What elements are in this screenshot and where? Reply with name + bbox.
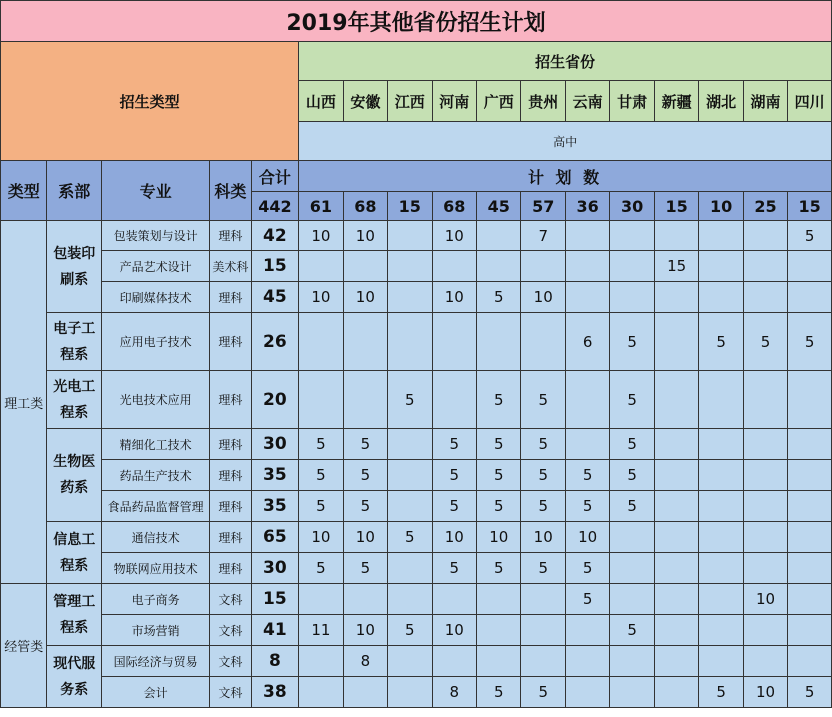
province-header: 河南 — [432, 81, 476, 122]
plan-value-cell — [654, 522, 698, 553]
plan-value-cell: 5 — [477, 460, 521, 491]
plan-value-cell — [610, 553, 654, 584]
plan-value-cell — [743, 460, 787, 491]
plan-value-cell: 10 — [477, 522, 521, 553]
plan-value-cell — [743, 553, 787, 584]
province-total: 68 — [432, 192, 476, 221]
plan-value-cell — [654, 221, 698, 251]
province-total: 15 — [654, 192, 698, 221]
plan-value-cell: 10 — [432, 282, 476, 313]
subject-cell: 理科 — [210, 553, 251, 584]
plan-value-cell — [699, 371, 743, 429]
plan-value-cell: 5 — [343, 491, 387, 522]
plan-value-cell: 5 — [388, 371, 432, 429]
dept-name: 包装印刷系 — [53, 245, 96, 288]
plan-value-cell: 5 — [565, 553, 609, 584]
dept-cell — [47, 584, 102, 646]
plan-value-cell — [788, 553, 832, 584]
subject-cell: 理科 — [210, 522, 251, 553]
province-header: 贵州 — [521, 81, 565, 122]
plan-value-cell — [299, 646, 343, 677]
plan-value-cell: 7 — [521, 221, 565, 251]
grand-total: 442 — [251, 192, 299, 221]
plan-value-cell — [432, 371, 476, 429]
plan-value-cell: 5 — [610, 313, 654, 371]
plan-value-cell — [432, 646, 476, 677]
plan-value-cell — [521, 251, 565, 282]
plan-value-cell: 5 — [388, 522, 432, 553]
plan-value-cell: 5 — [299, 460, 343, 491]
table-row — [1, 584, 832, 615]
plan-value-cell — [388, 313, 432, 371]
plan-value-cell: 5 — [788, 313, 832, 371]
plan-value-cell — [299, 584, 343, 615]
major-cell: 精细化工技术 — [102, 429, 210, 460]
table-row — [1, 553, 832, 584]
plan-value-cell — [743, 371, 787, 429]
plan-value-cell — [343, 251, 387, 282]
plan-value-cell — [743, 282, 787, 313]
plan-value-cell: 5 — [477, 429, 521, 460]
subject-cell: 美术科 — [210, 251, 251, 282]
plan-value-cell — [654, 460, 698, 491]
plan-value-cell — [743, 429, 787, 460]
total-cell: 45 — [251, 282, 299, 313]
plan-value-cell — [388, 646, 432, 677]
plan-value-cell — [477, 584, 521, 615]
total-cell: 30 — [251, 553, 299, 584]
total-cell: 35 — [251, 491, 299, 522]
province-header: 江西 — [388, 81, 432, 122]
plan-value-cell — [565, 615, 609, 646]
total-cell: 42 — [251, 221, 299, 251]
plan-value-cell: 10 — [299, 282, 343, 313]
plan-value-cell — [343, 313, 387, 371]
plan-value-cell — [788, 491, 832, 522]
plan-value-cell — [743, 522, 787, 553]
plan-value-cell: 5 — [521, 371, 565, 429]
table-row — [1, 460, 832, 491]
plan-value-cell: 5 — [521, 677, 565, 708]
plan-value-cell — [477, 646, 521, 677]
province-header: 云南 — [565, 81, 609, 122]
plan-value-cell: 8 — [432, 677, 476, 708]
plan-value-cell — [432, 251, 476, 282]
plan-value-cell — [699, 460, 743, 491]
plan-value-cell — [299, 677, 343, 708]
col-major-header: 专业 — [102, 161, 210, 221]
plan-value-cell — [788, 584, 832, 615]
total-cell: 30 — [251, 429, 299, 460]
plan-value-cell — [699, 584, 743, 615]
plan-value-cell: 5 — [788, 677, 832, 708]
plan-value-cell — [654, 371, 698, 429]
subject-cell: 理科 — [210, 491, 251, 522]
plan-value-cell: 5 — [343, 460, 387, 491]
table-row — [1, 677, 832, 708]
plan-value-cell: 10 — [299, 221, 343, 251]
major-cell: 印刷媒体技术 — [102, 282, 210, 313]
plan-value-cell — [699, 429, 743, 460]
province-total: 45 — [477, 192, 521, 221]
subject-cell: 文科 — [210, 615, 251, 646]
table-row — [1, 646, 832, 677]
subject-cell: 理科 — [210, 282, 251, 313]
plan-value-cell — [388, 221, 432, 251]
total-cell: 8 — [251, 646, 299, 677]
plan-value-cell: 5 — [743, 313, 787, 371]
plan-value-cell: 5 — [343, 553, 387, 584]
plan-value-cell — [699, 615, 743, 646]
plan-value-cell — [743, 251, 787, 282]
plan-value-cell: 5 — [299, 491, 343, 522]
plan-value-cell — [743, 646, 787, 677]
province-total: 15 — [388, 192, 432, 221]
plan-value-cell: 5 — [477, 553, 521, 584]
plan-value-cell: 10 — [521, 282, 565, 313]
plan-value-cell — [299, 313, 343, 371]
plan-value-cell — [477, 313, 521, 371]
plan-value-cell — [610, 646, 654, 677]
major-cell: 市场营销 — [102, 615, 210, 646]
dept-cell — [47, 221, 102, 313]
plan-value-cell — [343, 371, 387, 429]
major-cell: 食品药品监督管理 — [102, 491, 210, 522]
plan-value-cell — [610, 282, 654, 313]
total-cell: 65 — [251, 522, 299, 553]
subject-cell: 文科 — [210, 584, 251, 615]
plan-value-cell: 5 — [343, 429, 387, 460]
province-total: 10 — [699, 192, 743, 221]
major-cell: 电子商务 — [102, 584, 210, 615]
plan-value-cell — [699, 491, 743, 522]
plan-value-cell: 5 — [432, 553, 476, 584]
dept-name: 管理工程系 — [53, 593, 96, 636]
dept-cell — [47, 371, 102, 429]
major-cell: 光电技术应用 — [102, 371, 210, 429]
plan-value-cell — [699, 221, 743, 251]
table-row — [1, 282, 832, 313]
plan-value-cell — [699, 522, 743, 553]
major-cell: 物联网应用技术 — [102, 553, 210, 584]
plan-value-cell: 5 — [388, 615, 432, 646]
table-row — [1, 522, 832, 553]
table-row — [1, 429, 832, 460]
plan-value-cell: 5 — [610, 615, 654, 646]
plan-value-cell — [388, 584, 432, 615]
plan-value-cell — [654, 646, 698, 677]
province-header: 甘肃 — [610, 81, 654, 122]
subject-cell: 文科 — [210, 646, 251, 677]
plan-value-cell: 10 — [565, 522, 609, 553]
province-total: 15 — [788, 192, 832, 221]
plan-value-cell — [699, 251, 743, 282]
plan-value-cell — [743, 491, 787, 522]
type-cell: 理工类 — [1, 221, 47, 584]
level-label: 高中 — [299, 122, 832, 161]
plan-value-cell: 8 — [343, 646, 387, 677]
plan-value-cell — [388, 677, 432, 708]
total-cell: 38 — [251, 677, 299, 708]
plan-value-cell: 10 — [432, 615, 476, 646]
plan-value-cell — [521, 646, 565, 677]
major-cell: 国际经济与贸易 — [102, 646, 210, 677]
total-cell: 26 — [251, 313, 299, 371]
table-row — [1, 313, 832, 371]
plan-value-cell — [388, 251, 432, 282]
province-header: 广西 — [477, 81, 521, 122]
plan-value-cell: 5 — [565, 460, 609, 491]
plan-value-cell: 5 — [432, 491, 476, 522]
plan-value-cell — [788, 282, 832, 313]
plan-value-cell — [654, 491, 698, 522]
major-cell: 产品艺术设计 — [102, 251, 210, 282]
province-total: 68 — [343, 192, 387, 221]
table-row — [1, 221, 832, 251]
plan-value-cell — [343, 584, 387, 615]
plan-value-cell: 6 — [565, 313, 609, 371]
province-total: 61 — [299, 192, 343, 221]
table-row — [1, 371, 832, 429]
plan-value-cell: 10 — [343, 522, 387, 553]
total-cell: 15 — [251, 584, 299, 615]
col-total-header: 合计 — [251, 161, 299, 192]
plan-value-cell — [477, 615, 521, 646]
plan-value-cell — [699, 282, 743, 313]
plan-value-cell — [743, 615, 787, 646]
plan-value-cell: 15 — [654, 251, 698, 282]
col-subject-header: 科类 — [210, 161, 251, 221]
subject-cell: 理科 — [210, 460, 251, 491]
plan-value-cell: 5 — [565, 491, 609, 522]
plan-value-cell — [788, 522, 832, 553]
table-row — [1, 615, 832, 646]
dept-name: 生物医药系 — [53, 454, 96, 496]
plan-value-cell — [565, 677, 609, 708]
table-row — [1, 491, 832, 522]
plan-value-cell: 10 — [743, 677, 787, 708]
plan-value-cell — [521, 615, 565, 646]
total-cell: 41 — [251, 615, 299, 646]
dept-cell — [47, 646, 102, 708]
plan-value-cell: 10 — [432, 221, 476, 251]
plan-value-cell: 5 — [521, 553, 565, 584]
plan-value-cell — [699, 553, 743, 584]
plan-value-cell: 5 — [477, 282, 521, 313]
plan-value-cell: 5 — [610, 460, 654, 491]
plan-value-cell: 5 — [521, 491, 565, 522]
plan-value-cell: 10 — [743, 584, 787, 615]
page-title: 2019年其他省份招生计划 — [1, 1, 832, 42]
plan-value-cell: 5 — [477, 491, 521, 522]
province-total: 30 — [610, 192, 654, 221]
plan-value-cell — [521, 313, 565, 371]
plan-value-cell — [654, 584, 698, 615]
major-cell: 包装策划与设计 — [102, 221, 210, 251]
plan-value-cell — [565, 646, 609, 677]
province-total: 25 — [743, 192, 787, 221]
plan-value-cell — [788, 429, 832, 460]
type-cell: 经管类 — [1, 584, 47, 708]
col-type-header: 类型 — [1, 161, 47, 221]
plan-value-cell: 5 — [699, 677, 743, 708]
plan-value-cell — [565, 251, 609, 282]
subject-cell: 理科 — [210, 371, 251, 429]
plan-value-cell — [610, 251, 654, 282]
major-cell: 应用电子技术 — [102, 313, 210, 371]
dept-name: 电子工程系 — [53, 320, 96, 363]
plan-value-cell — [788, 615, 832, 646]
province-header: 山西 — [299, 81, 343, 122]
table-row — [1, 251, 832, 282]
province-header: 四川 — [788, 81, 832, 122]
plan-value-cell: 5 — [610, 491, 654, 522]
plan-value-cell: 5 — [521, 460, 565, 491]
plan-value-cell — [654, 677, 698, 708]
major-cell: 会计 — [102, 677, 210, 708]
plan-value-cell: 5 — [521, 429, 565, 460]
major-cell: 药品生产技术 — [102, 460, 210, 491]
total-cell: 15 — [251, 251, 299, 282]
plan-value-cell — [610, 584, 654, 615]
province-header: 湖北 — [699, 81, 743, 122]
plan-value-cell — [388, 491, 432, 522]
plan-value-cell — [565, 282, 609, 313]
plan-value-cell: 10 — [299, 522, 343, 553]
plan-value-cell: 10 — [521, 522, 565, 553]
plan-value-cell — [788, 371, 832, 429]
dept-name: 现代服务系 — [53, 655, 96, 698]
plan-value-cell: 5 — [788, 221, 832, 251]
plan-value-cell — [610, 677, 654, 708]
plan-value-cell — [610, 221, 654, 251]
plan-value-cell — [432, 313, 476, 371]
plan-value-cell: 11 — [299, 615, 343, 646]
plan-value-cell: 5 — [610, 371, 654, 429]
plan-value-cell — [610, 522, 654, 553]
plan-value-cell: 5 — [565, 584, 609, 615]
plan-value-cell — [565, 429, 609, 460]
plan-value-cell: 5 — [477, 677, 521, 708]
plan-value-cell — [388, 553, 432, 584]
plan-value-cell: 10 — [343, 615, 387, 646]
plan-value-cell — [521, 584, 565, 615]
subject-cell: 理科 — [210, 221, 251, 251]
plan-value-cell — [299, 251, 343, 282]
province-header: 新疆 — [654, 81, 698, 122]
subject-cell: 文科 — [210, 677, 251, 708]
dept-cell — [47, 522, 102, 584]
plan-value-cell: 10 — [343, 221, 387, 251]
plan-value-cell — [654, 553, 698, 584]
plan-value-cell — [477, 251, 521, 282]
plan-count-header: 计 划 数 — [299, 161, 832, 192]
total-cell: 20 — [251, 371, 299, 429]
plan-value-cell — [788, 460, 832, 491]
dept-cell — [47, 429, 102, 522]
total-cell: 35 — [251, 460, 299, 491]
recruit-type-header: 招生类型 — [1, 42, 299, 161]
recruit-provinces-header: 招生省份 — [299, 42, 832, 81]
plan-value-cell — [565, 371, 609, 429]
plan-value-cell — [388, 460, 432, 491]
plan-value-cell: 10 — [432, 522, 476, 553]
plan-value-cell — [654, 282, 698, 313]
plan-value-cell: 10 — [343, 282, 387, 313]
plan-value-cell: 5 — [299, 553, 343, 584]
plan-value-cell — [788, 251, 832, 282]
plan-value-cell: 5 — [432, 460, 476, 491]
col-dept-header: 系部 — [47, 161, 102, 221]
plan-value-cell: 5 — [610, 429, 654, 460]
plan-value-cell — [388, 282, 432, 313]
plan-value-cell — [654, 615, 698, 646]
dept-cell — [47, 313, 102, 371]
province-total: 36 — [565, 192, 609, 221]
subject-cell: 理科 — [210, 313, 251, 371]
province-header: 湖南 — [743, 81, 787, 122]
province-header: 安徽 — [343, 81, 387, 122]
dept-name: 光电工程系 — [53, 378, 96, 421]
plan-value-cell — [477, 221, 521, 251]
plan-value-cell — [743, 221, 787, 251]
plan-value-cell — [299, 371, 343, 429]
province-total: 57 — [521, 192, 565, 221]
plan-value-cell: 5 — [699, 313, 743, 371]
dept-name: 信息工程系 — [53, 531, 96, 574]
plan-value-cell — [565, 221, 609, 251]
plan-value-cell — [654, 429, 698, 460]
plan-value-cell — [388, 429, 432, 460]
subject-cell: 理科 — [210, 429, 251, 460]
plan-value-cell — [343, 677, 387, 708]
plan-value-cell — [699, 646, 743, 677]
plan-value-cell: 5 — [299, 429, 343, 460]
plan-value-cell: 5 — [432, 429, 476, 460]
plan-value-cell — [654, 313, 698, 371]
plan-value-cell — [432, 584, 476, 615]
major-cell: 通信技术 — [102, 522, 210, 553]
plan-value-cell: 5 — [477, 371, 521, 429]
plan-value-cell — [788, 646, 832, 677]
